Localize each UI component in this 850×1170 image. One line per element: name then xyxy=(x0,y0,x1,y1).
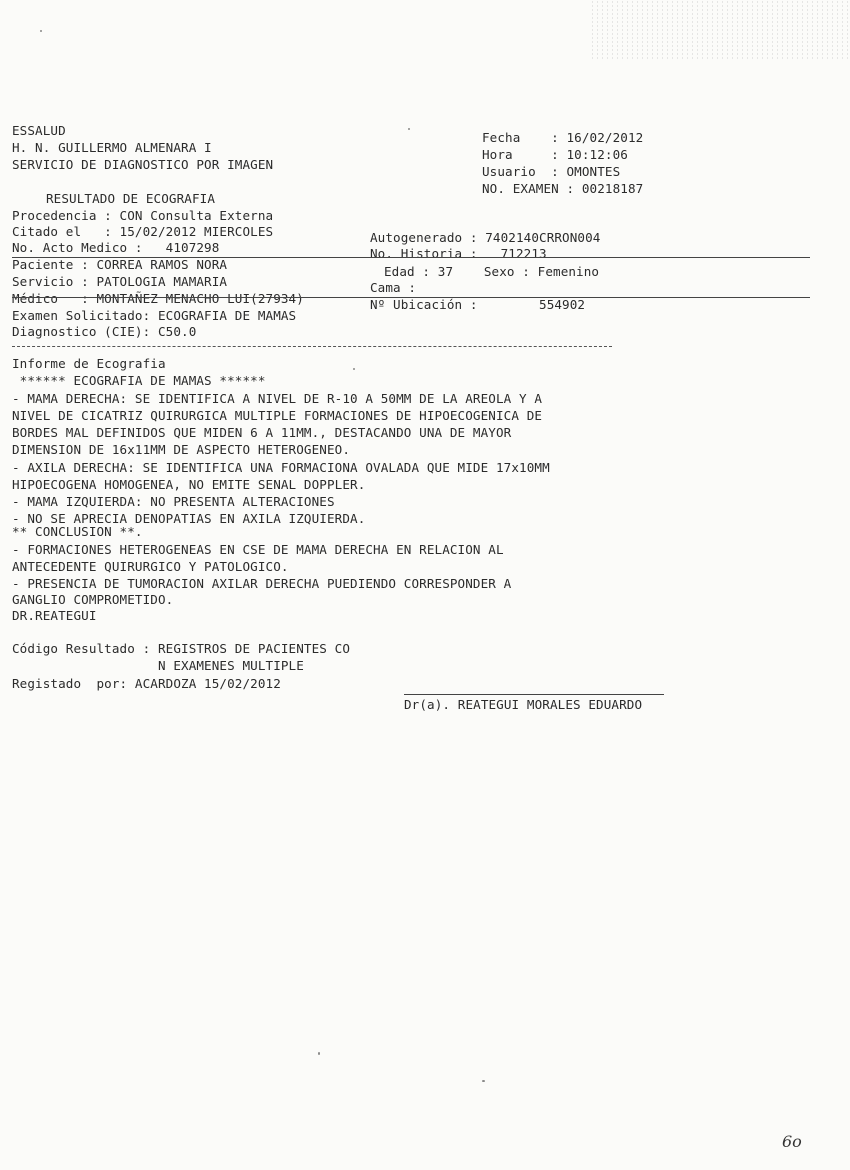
cama-field: Cama : xyxy=(370,280,417,295)
scan-speck xyxy=(408,128,410,130)
report-line: - AXILA DERECHA: SE IDENTIFICA UNA FORMACIONA OVALADA QUE MIDE 17x10MM xyxy=(12,460,550,475)
report-line: ANTECEDENTE QUIRURGICO Y PATOLOGICO. xyxy=(12,559,289,574)
edad-sexo-field: Edad : 37 Sexo : Femenino xyxy=(384,264,600,279)
service-name: SERVICIO DE DIAGNOSTICO POR IMAGEN xyxy=(12,157,274,172)
ubicacion-field: Nº Ubicación : 554902 xyxy=(370,297,586,312)
report-line: ** CONCLUSION **. xyxy=(12,524,143,539)
codigo-resultado-continued: N EXAMENES MULTIPLE xyxy=(12,658,304,673)
usuario-field: Usuario : OMONTES xyxy=(482,164,621,179)
report-line: HIPOECOGENA HOMOGENEA, NO EMITE SENAL DOPPLER. xyxy=(12,477,366,492)
report-line: - MAMA DERECHA: SE IDENTIFICA A NIVEL DE R-10 A 50MM DE LA AREOLA Y A xyxy=(12,391,543,406)
scan-speck xyxy=(353,368,355,370)
report-line: - MAMA IZQUIERDA: NO PRESENTA ALTERACIONES xyxy=(12,494,335,509)
dashed-separator xyxy=(12,346,612,347)
report-line: - FORMACIONES HETEROGENEAS EN CSE DE MAMA DERECHA EN RELACION AL xyxy=(12,542,504,557)
result-title: RESULTADO DE ECOGRAFIA xyxy=(46,191,216,206)
scan-speck xyxy=(318,1052,320,1055)
diagnostico-field: Diagnostico (CIE): C50.0 xyxy=(12,324,197,339)
scan-speck xyxy=(40,30,42,32)
report-line: GANGLIO COMPROMETIDO. xyxy=(12,592,174,607)
org-name: ESSALUD xyxy=(12,123,66,138)
procedencia-field: Procedencia : CON Consulta Externa xyxy=(12,208,274,223)
paciente-field: Paciente : CORREA RAMOS NORA xyxy=(12,257,228,272)
doctor-name: Dr(a). REATEGUI MORALES EDUARDO xyxy=(404,697,643,712)
citado-field: Citado el : 15/02/2012 MIERCOLES xyxy=(12,224,274,239)
signature-line xyxy=(404,694,664,695)
medico-field: Médico : MONTAÑEZ MENACHO LUI(27934) xyxy=(12,291,304,306)
page-number: 6o xyxy=(782,1132,802,1151)
report-line: - NO SE APRECIA DENOPATIAS EN AXILA IZQUIERDA. xyxy=(12,511,366,526)
examen-number-field: NO. EXAMEN : 00218187 xyxy=(482,181,644,196)
report-line: BORDES MAL DEFINIDOS QUE MIDEN 6 A 11MM., DESTACANDO UNA DE MAYOR xyxy=(12,425,512,440)
historia-field: No. Historia : 712213 xyxy=(370,246,547,261)
report-line: Informe de Ecografia xyxy=(12,356,166,371)
codigo-resultado-field: Código Resultado : REGISTROS DE PACIENTES CO xyxy=(12,641,351,656)
examen-solicitado-field: Examen Solicitado: ECOGRAFIA DE MAMAS xyxy=(12,308,297,323)
report-line: DR.REATEGUI xyxy=(12,608,97,623)
report-line: - PRESENCIA DE TUMORACION AXILAR DERECHA PUEDIENDO CORRESPONDER A xyxy=(12,576,512,591)
fecha-field: Fecha : 16/02/2012 xyxy=(482,130,644,145)
separator-line xyxy=(12,297,810,298)
acto-medico-field: No. Acto Medico : 4107298 xyxy=(12,240,220,255)
report-line: ****** ECOGRAFIA DE MAMAS ****** xyxy=(12,373,266,388)
registrado-field: Registado por: ACARDOZA 15/02/2012 xyxy=(12,676,281,691)
report-line: DIMENSION DE 16x11MM DE ASPECTO HETEROGENEO. xyxy=(12,442,351,457)
scan-noise xyxy=(590,0,850,60)
report-line: NIVEL DE CICATRIZ QUIRURGICA MULTIPLE FORMACIONES DE HIPOECOGENICA DE xyxy=(12,408,543,423)
hora-field: Hora : 10:12:06 xyxy=(482,147,628,162)
servicio-field: Servicio : PATOLOGIA MAMARIA xyxy=(12,274,228,289)
scan-speck xyxy=(482,1080,485,1082)
autogenerado-field: Autogenerado : 7402140CRRON004 xyxy=(370,230,601,245)
hospital-name: H. N. GUILLERMO ALMENARA I xyxy=(12,140,212,155)
